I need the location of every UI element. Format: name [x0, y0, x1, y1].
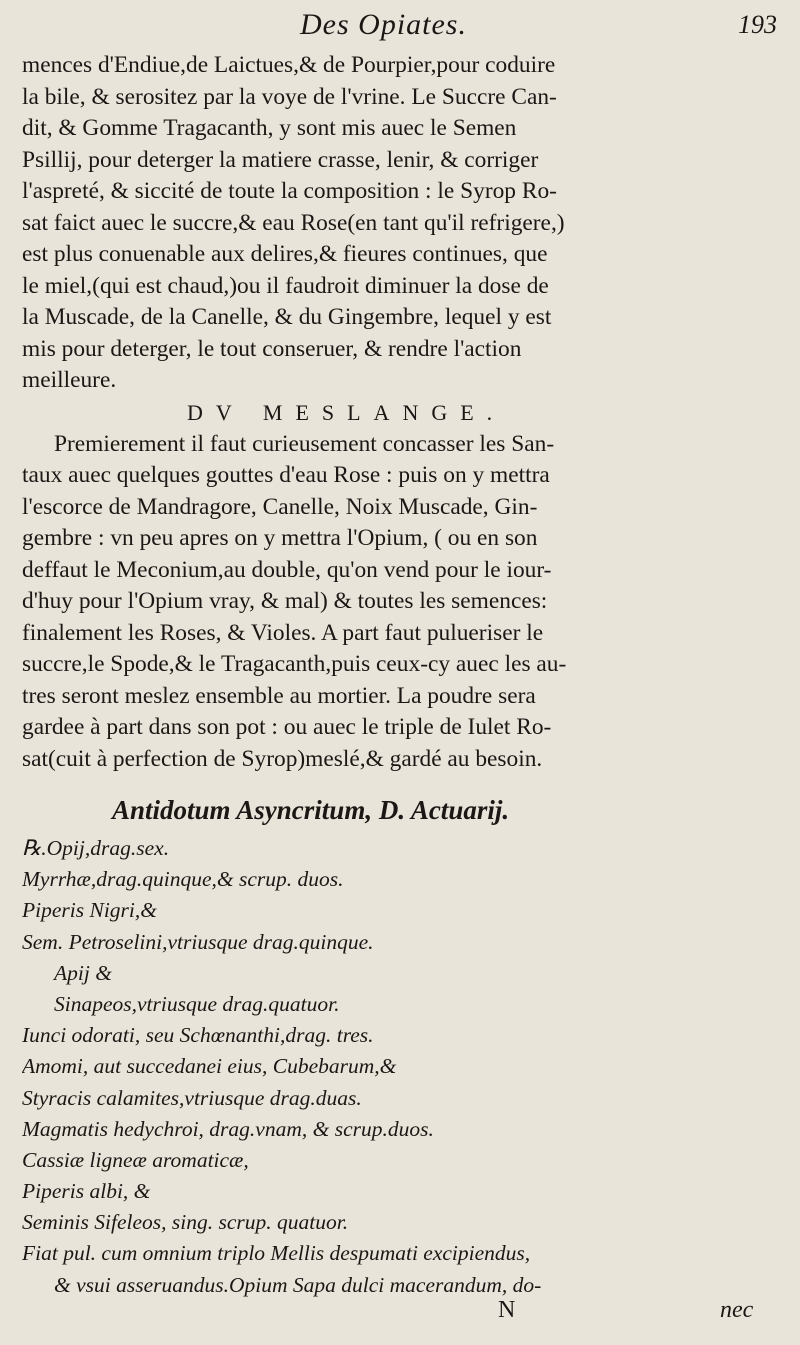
recipe-line: Cassiæ ligneæ aromaticæ, [22, 1147, 249, 1172]
text-line: le miel,(qui est chaud,)ou il faudroit diminuer la dose de [22, 272, 549, 299]
text-line: sat faict auec le succre,& eau Rose(en tant qu'il refrigere,) [22, 209, 565, 236]
recipe-line: Styracis calamites,vtriusque drag.duas. [22, 1085, 362, 1110]
recipe-line: Sem. Petroselini,vtriusque drag.quinque. [22, 929, 374, 954]
page-header [0, 8, 800, 48]
recipe-line: Piperis albi, & [22, 1179, 151, 1204]
section-heading: DV MESLANGE. [187, 399, 506, 425]
text-line: mences d'Endiue,de Laictues,& de Pourpier,pour coduire [22, 52, 556, 78]
text-line: la Muscade, de la Canelle, & du Gingembre, lequel y est [22, 304, 552, 330]
catchword: nec [720, 1297, 754, 1323]
recipe-line: Fiat pul. cum omnium triplo Mellis despumati excipiendus, [22, 1241, 531, 1266]
recipe-line: Piperis Nigri,& [22, 898, 157, 923]
signature-mark: N [498, 1297, 516, 1323]
text-line: deffaut le Meconium,au double, qu'on vend pour le iour- [22, 556, 552, 583]
text-line: Premierement il faut curieusement concasser les San- [54, 430, 555, 457]
paragraph-preparation [22, 50, 784, 397]
recipe-line: Sinapeos,vtriusque drag.quatuor. [54, 991, 340, 1016]
recipe-title: Antidotum Asyncritum, D. Actuarij. [112, 795, 510, 825]
recipe-line: Magmatis hedychroi, drag.vnam, & scrup.duos. [22, 1116, 434, 1141]
text-line: taux auec quelques gouttes d'eau Rose : puis on y mettra [22, 462, 550, 488]
text-line: gembre : vn peu apres on y mettra l'Opium, ( ou en son [22, 525, 538, 551]
text-line: mis pour deterger, le tout conseruer, & rendre l'action [22, 335, 522, 362]
recipe-line: Myrrhæ,drag.quinque,& scrup. duos. [22, 867, 344, 892]
text-line: Psillij, pour deterger la matiere crasse, lenir, & corriger [22, 146, 539, 173]
text-line: la bile, & serositez par la voye de l'vrine. Le Succre Can- [22, 83, 557, 110]
text-line: gardee à part dans son pot : ou auec le triple de Iulet Ro- [22, 714, 552, 740]
recipe-line: & vsui asseruandus.Opium Sapa dulci macerandum, do- [54, 1272, 542, 1297]
recipe-line: Apij & [54, 960, 112, 985]
page-body [22, 50, 784, 1301]
text-line: dit, & Gomme Tragacanth, y sont mis auec le Semen [22, 115, 517, 141]
paragraph-mixing [22, 429, 784, 776]
recipe-list [22, 833, 784, 1301]
text-line: est plus conuenable aux delires,& fieures continues, que [22, 241, 548, 267]
text-line: d'huy pour l'Opium vray, & mal) & toutes les semences: [22, 588, 548, 614]
page-footer [0, 1297, 800, 1327]
text-line: l'aspreté, & siccité de toute la composition : le Syrop Ro- [22, 178, 557, 204]
text-line: succre,le Spode,& le Tragacanth,puis ceux-cy auec les au- [22, 651, 567, 677]
text-line: sat(cuit à perfection de Syrop)meslé,& gardé au besoin. [22, 745, 543, 772]
recipe-line: Amomi, aut succedanei eius, Cubebarum,& [22, 1054, 397, 1079]
text-line: meilleure. [22, 367, 117, 393]
text-line: finalement les Roses, & Violes. A part faut pulueriser le [22, 619, 544, 646]
recipe-line: Seminis Sifeleos, sing. scrup. quatuor. [22, 1210, 349, 1235]
text-line: l'escorce de Mandragore, Canelle, Noix Muscade, Gin- [22, 493, 538, 520]
running-head: Des Opiates. [300, 8, 467, 41]
text-line: tres seront meslez ensemble au mortier. La poudre sera [22, 682, 536, 709]
recipe-line: ℞.Opij,drag.sex. [22, 836, 170, 860]
recipe-line: Iunci odorati, seu Schœnanthi,drag. tres. [22, 1023, 374, 1048]
page-number: 193 [738, 10, 777, 39]
